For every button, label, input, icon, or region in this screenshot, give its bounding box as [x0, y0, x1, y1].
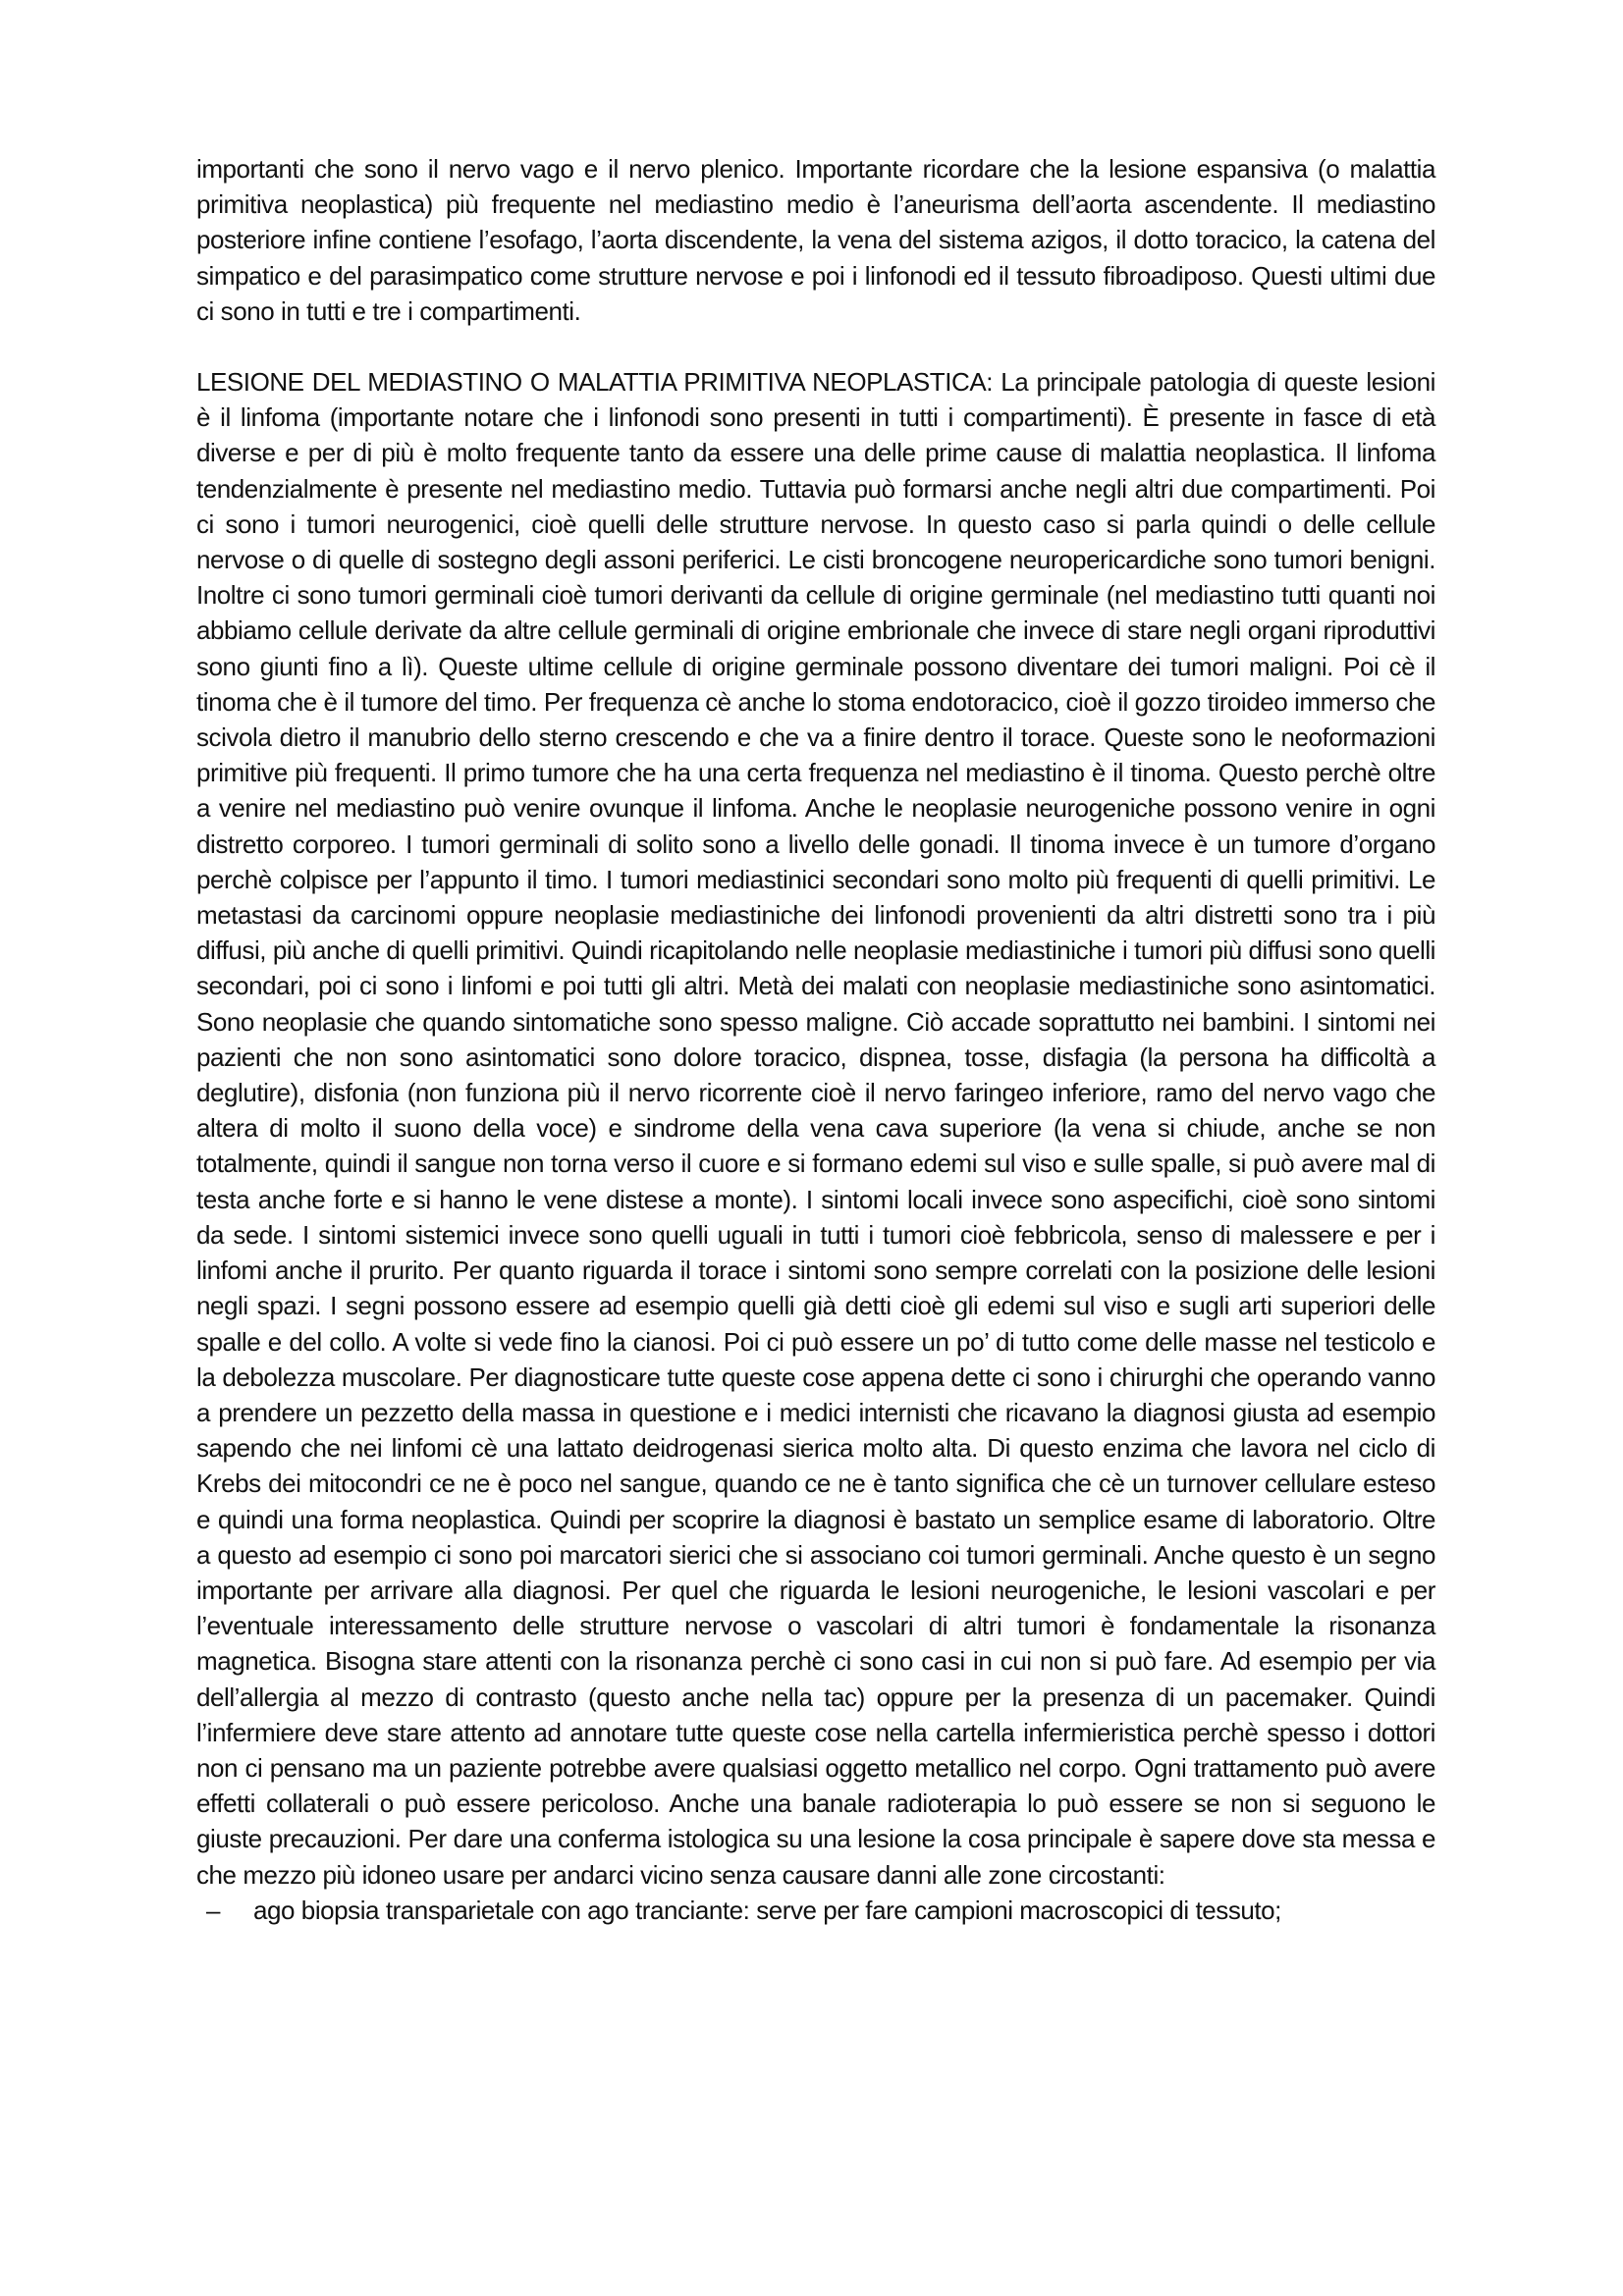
biopsy-list — [196, 1893, 1435, 1928]
list-item — [196, 1893, 1435, 1928]
paragraph-gap — [196, 329, 1435, 364]
paragraph-mediastino-contents: importanti che sono il nervo vago e il nervo plenico. Importante ricordare che la lesione espansiva (o malattia primitiva neoplastica) più frequente nel mediastino medio è l’aneurisma dell’aorta ascendente. Il mediastino posteriore infine contiene l’esofago, l’aorta discendente, la vena del sistema azigos, il dotto toracico, la catena del simpatico e del parasimpatico come strutture nervose e poi i linfonodi ed il tessuto fibroadiposo. Questi ultimi due ci sono in tutti e tre i compartimenti. — [196, 154, 1435, 326]
list-item-text: ago biopsia transparietale con ago tranciante: serve per fare campioni macroscopici di tessuto; — [253, 1895, 1281, 1925]
document-body — [196, 151, 1435, 1928]
paragraph-lesione-mediastino: LESIONE DEL MEDIASTINO O MALATTIA PRIMITIVA NEOPLASTICA: La principale patologia di queste lesioni è il linfoma (importante notare che i linfonodi sono presenti in tutti i compartimenti). È presente in fasce di età diverse e per di più è molto frequente tanto da essere una delle prime cause di malattia neoplastica. Il linfoma tendenzialmente è presente nel mediastino medio. Tuttavia può formarsi anche negli altri due compartimenti. Poi ci sono i tumori neurogenici, cioè quelli delle strutture nervose. In questo caso si parla quindi o delle cellule nervose o di quelle di sostegno degli assoni periferici. Le cisti broncogene neuropericardiche sono tumori benigni. Inoltre ci sono tumori germinali cioè tumori derivanti da cellule di origine germinale (nel mediastino tutti quanti noi abbiamo cellule derivate da altre cellule germinali di origine embrionale che invece di stare negli organi riproduttivi sono giunti fino a lì). Queste ultime cellule di origine germinale possono diventare dei tumori maligni. Poi cè il tinoma che è il tumore del timo. Per frequenza cè anche lo stoma endotoracico, cioè il gozzo tiroideo immerso che scivola dietro il manubrio dello sterno crescendo e che va a finire dentro il torace. Queste sono le neoformazioni primitive più frequenti. Il primo tumore che ha una certa frequenza nel mediastino è il tinoma. Questo perchè oltre a venire nel mediastino può venire ovunque il linfoma. Anche le neoplasie neurogeniche possono venire in ogni distretto corporeo. I tumori germinali di solito sono a livello delle gonadi. Il tinoma invece è un tumore d’organo perchè colpisce per l’appunto il timo. I tumori mediastinici secondari sono molto più frequenti di quelli primitivi. Le metastasi da carcinomi oppure neoplasie mediastiniche dei linfonodi provenienti da altri distretti sono tra i più diffusi, più anche di quelli primitivi. Quindi ricapitolando nelle neoplasie mediastiniche i tumori più diffusi sono quelli secondari, poi ci sono i linfomi e poi tutti gli altri. Metà dei malati con neoplasie mediastiniche sono asintomatici. Sono neoplasie che quando sintomatiche sono spesso maligne. Ciò accade soprattutto nei bambini. I sintomi nei pazienti che non sono asintomatici sono dolore toracico, dispnea, tosse, disfagia (la persona ha difficoltà a deglutire), disfonia (non funziona più il nervo ricorrente cioè il nervo faringeo inferiore, ramo del nervo vago che altera di molto il suono della voce) e sindrome della vena cava superiore (la vena si chiude, anche se non totalmente, quindi il sangue non torna verso il cuore e si formano edemi sul viso e sulle spalle, si può avere mal di testa anche forte e si hanno le vene distese a monte). I sintomi locali invece sono aspecifichi, cioè sono sintomi da sede. I sintomi sistemici invece sono quelli uguali in tutti i tumori cioè febbricola, senso di malessere e per i linfomi anche il prurito. Per quanto riguarda il torace i sintomi sono sempre correlati con la posizione delle lesioni negli spazi. I segni possono essere ad esempio quelli già detti cioè gli edemi sul viso e sugli arti superiori delle spalle e del collo. A volte si vede fino la cianosi. Poi ci può essere un po’ di tutto come delle masse nel testicolo e la debolezza muscolare. Per diagnosticare tutte queste cose appena dette ci sono i chirurghi che operando vanno a prendere un pezzetto della massa in questione e i medici internisti che ricavano la diagnosi giusta ad esempio sapendo che nei linfomi cè una lattato deidrogenasi sierica molto alta. Di questo enzima che lavora nel ciclo di Krebs dei mitocondri ce ne è poco nel sangue, quando ce ne è tanto significa che cè un turnover cellulare esteso e quindi una forma neoplastica. Quindi per scoprire la diagnosi è bastato un semplice esame di laboratorio. Oltre a questo ad esempio ci sono poi marcatori sierici che si associano coi tumori germinali. Anche questo è un segno importante per arrivare alla diagnosi. Per quel che riguarda le lesioni neurogeniche, le lesioni vascolari e per l’eventuale interessamento delle strutture nervose o vascolari di altri tumori è fondamentale la risonanza magnetica. Bisogna stare attenti con la risonanza perchè ci sono casi in cui non si può fare. Ad esempio per via dell’allergia al mezzo di contrasto (questo anche nella tac) oppure per la presenza di un pacemaker. Quindi l’infermiere deve stare attento ad annotare tutte queste cose nella cartella infermieristica perchè spesso i dottori non ci pensano ma un paziente potrebbe avere qualsiasi oggetto metallico nel corpo. Ogni trattamento può avere effetti collaterali o può essere pericoloso. Anche una banale radioterapia lo può essere se non si seguono le giuste precauzioni. Per dare una conferma istologica su una lesione la cosa principale è sapere dove sta messa e che mezzo più idoneo usare per andarci vicino senza causare danni alle zone circostanti: — [196, 367, 1435, 1890]
dash-bullet: – — [206, 1895, 221, 1925]
